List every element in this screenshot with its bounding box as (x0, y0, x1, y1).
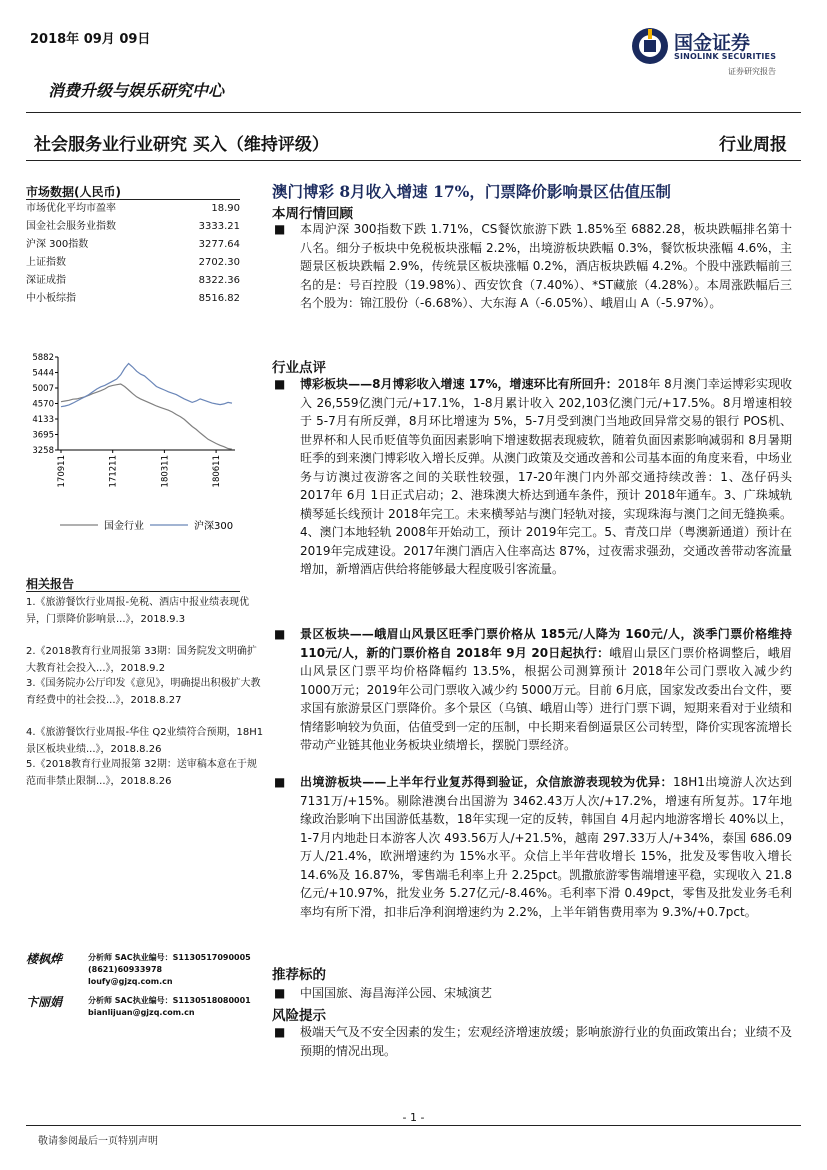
x-tick-label: 170911 (57, 455, 67, 488)
row-label: 上证指数 (26, 257, 66, 268)
report-type: 行业周报 (719, 135, 787, 155)
table-row (26, 254, 240, 272)
table-row (26, 218, 240, 236)
related-report-item[interactable]: 4.《旅游餐饮行业周报-华住 Q2业绩符合预期，18H1景区板块业绩...》，2018.8.26 (26, 727, 264, 755)
table-row (26, 272, 240, 290)
y-tick-label: 5882 (32, 353, 54, 363)
sinolink-logo-icon (630, 26, 670, 66)
author-name: 楼枫烨 (26, 952, 63, 966)
gaming-paragraph (300, 375, 792, 579)
related-report-item[interactable]: 2.《2018教育行业周报第 33期：国务院发文明确扩大教育社会投入...》，2018.9.2 (26, 646, 257, 674)
table-row (26, 236, 240, 254)
scenic-paragraph (300, 625, 792, 755)
row-label: 国金社会服务业指数 (26, 221, 116, 232)
related-report-item[interactable]: 5.《2018教育行业周报第 32期：送审稿本意在于规范而非禁止限制...》，2018.8.26 (26, 759, 257, 787)
report-title: 澳门博彩 8月收入增速 17%，门票降价影响景区估值压制 (272, 182, 671, 201)
recommend-text: 中国国旅、海昌海洋公园、宋城演艺 (300, 986, 493, 1000)
bullet-icon: ■ (274, 377, 286, 391)
author-line: (8621)60933978 (88, 965, 163, 974)
bullet-icon: ■ (274, 627, 286, 641)
x-tick-label: 171211 (108, 455, 119, 488)
company-logo (630, 24, 790, 84)
outbound-lead: 出境游板块——上半年行业复苏得到验证，众信旅游表现较为优异： (300, 775, 673, 789)
row-value: 3277.64 (198, 239, 240, 250)
author-email[interactable]: bianlijuan@gjzq.com.cn (88, 1008, 195, 1017)
row-value: 8322.36 (198, 275, 240, 286)
y-tick-label: 5444 (32, 368, 54, 379)
section-recommend: 推荐标的 (272, 967, 326, 983)
author-email[interactable]: loufy@gjzq.com.cn (88, 977, 173, 986)
bullet-icon: ■ (274, 986, 286, 1000)
divider (26, 160, 801, 161)
author-line: 分析师 SAC执业编号：S1130517090005 (88, 953, 251, 962)
series-line-hs300 (61, 364, 232, 407)
logo-subtitle: 证券研究报告 (728, 67, 776, 76)
row-label: 中小板综指 (26, 293, 76, 304)
market-data-title: 市场数据(人民币) (26, 185, 121, 199)
divider (26, 112, 801, 113)
series-line-industry (61, 384, 232, 449)
subject-rating: 社会服务业行业研究 买入（维持评级） (34, 135, 329, 155)
weekly-paragraph: 本周沪深 300指数下跌 1.71%，CS餐饮旅游下跌 1.85%至 6882.28，板块跌幅排名第十八名。细分子板块中免税板块涨幅 2.2%，出境游板块跌幅 0.3%，餐饮板块涨幅 4.6%，主题景区板块跌幅 2.9%，传统景区板块涨幅 0.2%，酒店板块跌幅 4.2%。个股中涨跌幅前三名的是：号百控股（19.98%）、西安饮食（7.40%）、*ST藏旅（4.28%）。本周涨跌幅后三名个股为：锦江股份（-6.68%）、大东海 A（-6.05%）、峨眉山 A（-5.97%）。 (300, 222, 792, 310)
logo-english: SINOLINK SECURITIES (674, 52, 777, 61)
author-info (88, 952, 251, 988)
y-tick-label: 3695 (32, 430, 54, 441)
divider (26, 1125, 801, 1126)
footer-disclaimer: 敬请参阅最后一页特别声明 (38, 1136, 158, 1147)
related-report-item[interactable]: 1.《旅游餐饮行业周报-免税、酒店中报业绩表现优异，门票降价影响景...》，2018.9.3 (26, 597, 250, 625)
bullet-icon: ■ (274, 1025, 286, 1039)
row-value: 18.90 (211, 203, 240, 214)
table-row (26, 200, 240, 218)
bullet-icon: ■ (274, 775, 286, 789)
scenic-lead: 景区板块——峨眉山风景区旺季门票价格从 185元/人降为 160元/人，淡季门票价格维持 110元/人，新的门票价格自 2018年 9月 20日起执行： (300, 627, 792, 660)
section-risk: 风险提示 (272, 1008, 326, 1024)
related-reports-title: 相关报告 (26, 577, 75, 591)
section-weekly-review: 本周行情回顾 (272, 206, 353, 222)
row-value: 8516.82 (198, 293, 240, 304)
author-name: 卞丽娟 (26, 995, 63, 1009)
row-value: 2702.30 (198, 257, 240, 268)
gaming-text: 2018年 8月澳门幸运博彩实现收入 26,559亿澳门元/+17.1%，1-8月累计收入 202,103亿澳门元/+17.5%。8月增速相较于 5-7月有所反弹，8月环比增速为 5%，5-7月受到澳门当地政回异常交易的银行 POS机、世界杯和人民币贬值等负面因素影响下增速数据表现疲软，随着负面因素影响减弱和 8月暑期旺季的到来澳门博彩收入增长反弹。从澳门政策及交通改善和公司基本面的角度来看，中场业务与访澳过夜游客之间的关联性较强，17-20年澳门内外部交通持续改善：1、氹仔码头 2017年 6月 1日正式启动；2、港珠澳大桥达到通车条件，预计 2018年通车。3、广珠城轨横琴延长线预计 2018年完工。未来横琴站与澳门轻轨对接，实现珠海与澳门之间无缝换乘。4、澳门本地轻轨 2008年开始动工，预计 2019年完工。5、青茂口岸（粤澳新通道）预计在 2019年完成建设。2017年澳门酒店入住率高达 87%，过夜需求强劲，交通改善带动客流量增加，新增酒店供给将能够最大程度吸引客流量。 (300, 377, 793, 576)
section-industry: 行业点评 (272, 360, 326, 376)
legend-label: 沪深300 (194, 521, 234, 532)
divider (26, 591, 240, 592)
bullet-icon: ■ (274, 222, 286, 236)
legend-label: 国金行业 (104, 521, 144, 532)
y-tick-label: 5007 (32, 384, 54, 395)
row-label: 沪深 300指数 (26, 239, 89, 250)
page-number: - 1 - (402, 1111, 425, 1124)
scenic-text: 峨眉山景区门票价格调整后，峨眉山风景区门票平均价格降幅约 13.5%，根据公司测算预计 2018年公司门票收入减少约 1000万元；2019年公司门票收入减少约 5000万元。目前 6月底，国家发改委出台文件，要求国有旅游景区门票降价。多个景区（乌镇、峨眉山等）进行门票下调，短期来看对于业绩和情绪影响较为负面，估值受到一定的压制，中长期来看倒逼景区公司转型，降价实现客流增长带动产业链其他业务板块业绩增长，摆脱门票经济。 (300, 645, 793, 752)
row-label: 深证成指 (26, 275, 66, 286)
gaming-lead: 博彩板块——8月博彩收入增速 17%，增速环比有所回升： (300, 377, 618, 391)
x-tick-label: 180311 (160, 455, 171, 488)
logo-name: 国金证券 (674, 32, 751, 54)
row-label: 市场优化平均市盈率 (26, 203, 116, 214)
outbound-text: 18H1出境游人次达到 7131万/+15%。剔除港澳台出国游为 3462.43万人次/+17.2%，增速有所复苏。17年地缘政治影响下出国游低基数，18年实现一定的反转，韩国自 4月起内地游客增长 40%以上，1-7月内地赴日本游客人次 493.56万人/+21.5%，越南 297.33万人/+34%，泰国 686.09万人/21.4%，欧洲增速约为 15%水平。众信上半年营收增长 15%，批发及零售收入增长 14.6%及 16.87%，零售端毛利率上升 2.25pct。凯撒旅游零售端增速平稳，实现收入 21.8亿元/+10.97%，批发业务 5.27亿元/-8.46%。毛利率下滑 0.49pct，零售及批发业务毛利率均有所下滑，扣非后净利润增速约为 2.2%，上半年销售费用率为 9.3%/+0.7pct。 (300, 775, 792, 919)
index-line-chart (20, 345, 250, 545)
research-center: 消费升级与娱乐研究中心 (48, 81, 225, 100)
author-line: 分析师 SAC执业编号：S1130518080001 (88, 996, 251, 1005)
risk-text: 极端天气及不安全因素的发生；宏观经济增速放缓；影响旅游行业的负面政策出台；业绩不及预期的情况出现。 (300, 1025, 793, 1058)
x-tick-label: 180611 (212, 455, 223, 488)
market-data-table (26, 200, 240, 308)
author-info (88, 995, 251, 1019)
y-tick-label: 3258 (32, 446, 54, 456)
report-date: 2018年 09月 09日 (30, 32, 151, 47)
y-tick-label: 4570 (32, 399, 54, 410)
table-row (26, 290, 240, 308)
row-value: 3333.21 (198, 221, 240, 232)
y-tick-label: 4133 (32, 414, 54, 425)
outbound-paragraph (300, 773, 792, 921)
related-report-item[interactable]: 3.《国务院办公厅印发《意见》，明确提出积极扩大教育经费中的社会投...》，2018.8.27 (26, 678, 261, 706)
